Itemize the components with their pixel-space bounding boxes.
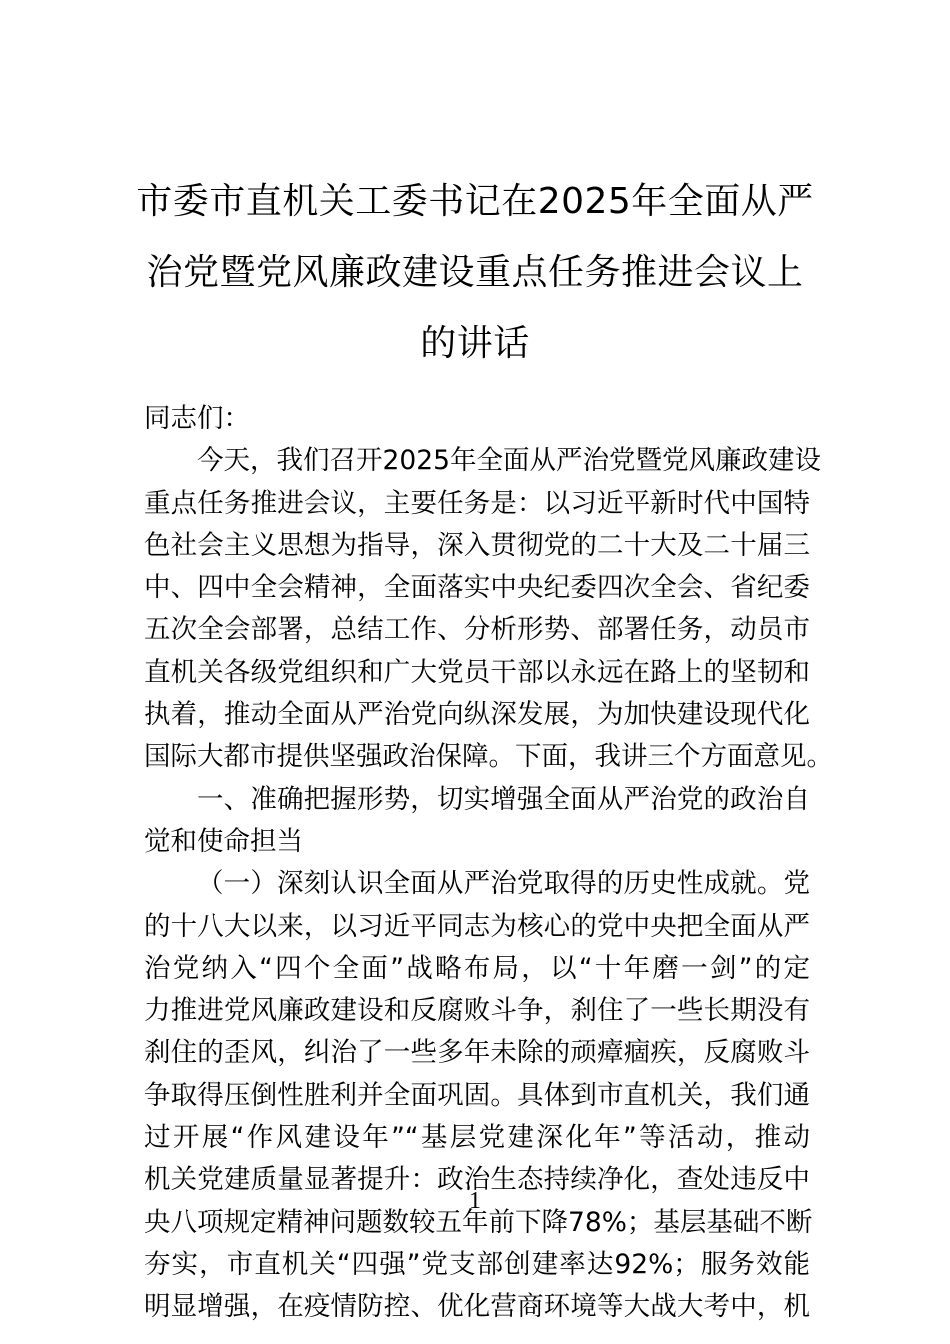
body-line: 今天，我们召开2025年全面从严治党暨党风廉政建设 (197, 445, 821, 477)
salutation: 同志们： (144, 403, 250, 434)
body-line: （一）深刻认识全面从严治党取得的历史性成就。党 (197, 868, 810, 900)
body-line: 机关党建质量显著提升：政治生态持续净化，查处违反中 (144, 1164, 810, 1196)
page-number: 1 (469, 1188, 481, 1214)
title-line: 治党暨党风廉政建设重点任务推进会议上 (146, 252, 804, 293)
body-line: 中、四中全会精神，全面落实中央纪委四次全会、省纪委 (144, 572, 810, 604)
body-line: 直机关各级党组织和广大党员干部以永远在路上的坚韧和 (144, 656, 810, 688)
body-line: 力推进党风廉政建设和反腐败斗争，刹住了一些长期没有 (144, 995, 810, 1027)
title-line: 市委市直机关工委书记在2025年全面从严 (136, 181, 814, 222)
document-title (120, 166, 830, 379)
section-heading-line: 觉和使命担当 (144, 825, 303, 857)
title-line: 的讲话 (420, 323, 530, 364)
body-line: 色社会主义思想为指导，深入贯彻党的二十大及二十届三 (144, 529, 810, 561)
section-heading-line: 一、准确把握形势，切实增强全面从严治党的政治自 (197, 783, 810, 815)
body-line: 治党纳入“四个全面”战略布局，以“十年磨一剑”的定 (144, 952, 810, 984)
body-line: 过开展“作风建设年”“基层党建深化年”等活动，推动 (144, 1122, 810, 1154)
body-line: 国际大都市提供坚强政治保障。下面，我讲三个方面意见。 (144, 741, 833, 773)
body-line: 执着，推动全面从严治党向纵深发展，为加快建设现代化 (144, 699, 810, 731)
body-line: 五次全会部署，总结工作、分析形势、部署任务，动员市 (144, 614, 810, 646)
body-line: 的十八大以来，以习近平同志为核心的党中央把全面从严 (144, 910, 810, 942)
body-line: 夯实，市直机关“四强”党支部创建率达92%；服务效能 (144, 1248, 810, 1280)
body-line: 争取得压倒性胜利并全面巩固。具体到市直机关，我们通 (144, 1079, 810, 1111)
body-line: 明显增强，在疫情防控、优化营商环境等大战大考中，机 (144, 1291, 810, 1323)
body-line: 央八项规定精神问题数较五年前下降78%；基层基础不断 (144, 1206, 813, 1238)
body-line: 刹住的歪风，纠治了一些多年未除的顽瘴痼疾，反腐败斗 (144, 1037, 810, 1069)
body-line: 重点任务推进会议，主要任务是：以习近平新时代中国特 (144, 487, 810, 519)
